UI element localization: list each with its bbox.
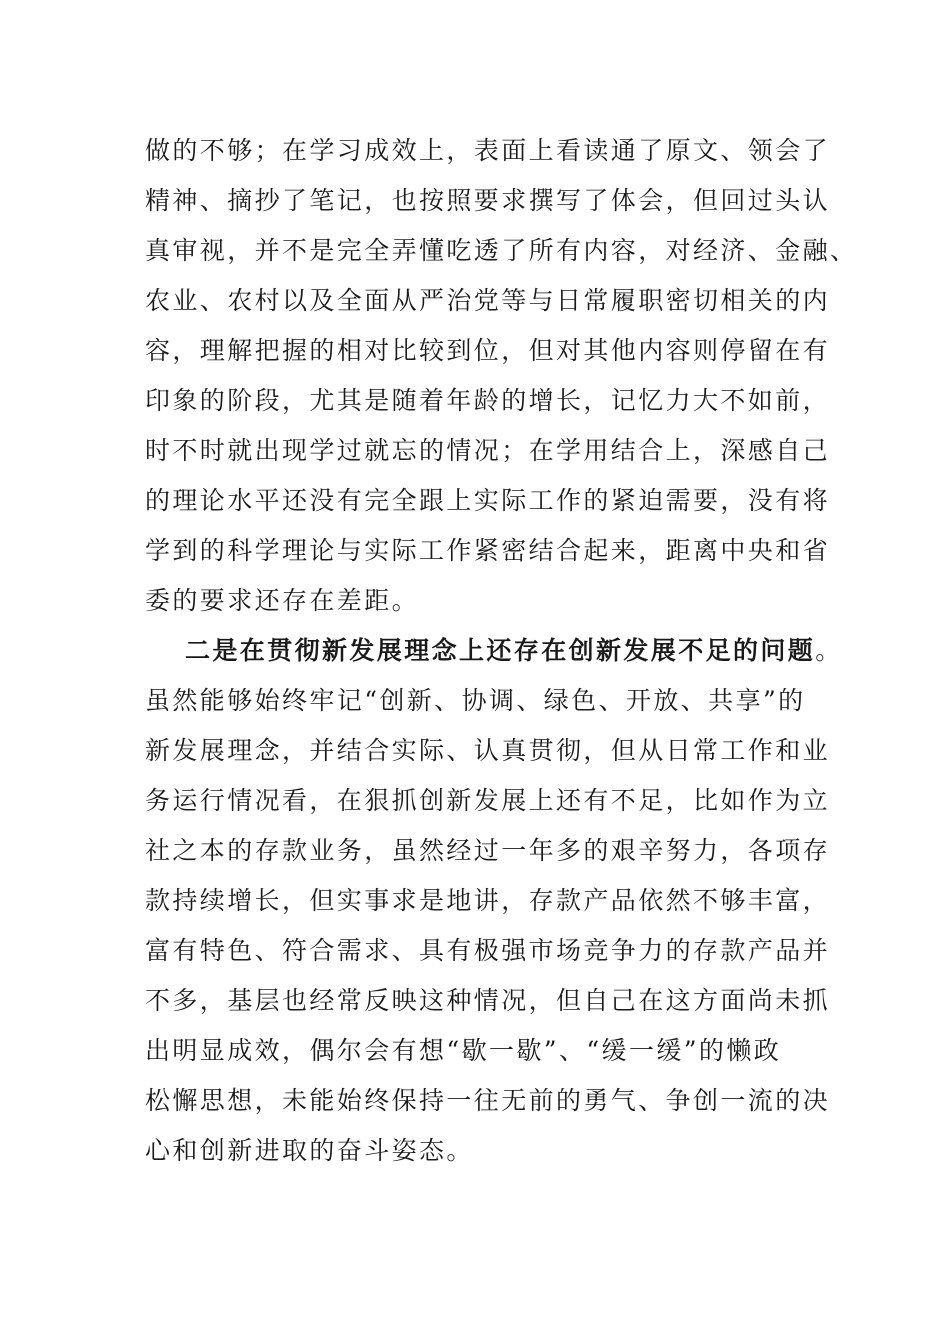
body-text-line: 社之本的存款业务，虽然经过一年多的艰辛努力，各项存 xyxy=(145,836,831,865)
body-text-line: 真审视，并不是完全弄懂吃透了所有内容，对经济、金融、 xyxy=(145,236,858,265)
body-text-line: 委的要求还存在差距。 xyxy=(145,586,420,615)
body-text-line: 新发展理念，并结合实际、认真贯彻，但从日常工作和业 xyxy=(145,736,831,765)
body-text-line: 做的不够；在学习成效上，表面上看读通了原文、领会了 xyxy=(145,136,831,165)
body-text-line: 款持续增长，但实事求是地讲，存款产品依然不够丰富， xyxy=(145,886,831,915)
heading-end-punctuation: 。 xyxy=(815,636,843,665)
body-text-line: 虽然能够始终牢记“创新、协调、绿色、开放、共享”的 xyxy=(145,686,806,715)
body-text-line: 学到的科学理论与实际工作紧密结合起来，距离中央和省 xyxy=(145,536,831,565)
body-text-line: 时不时就出现学过就忘的情况；在学用结合上，深感自己 xyxy=(145,436,831,465)
body-text-line: 富有特色、符合需求、具有极强市场竞争力的存款产品并 xyxy=(145,936,831,965)
paragraph-heading-line xyxy=(185,633,843,669)
body-text-line: 心和创新进取的奋斗姿态。 xyxy=(145,1136,474,1165)
body-text-line: 出明显成效，偶尔会有想“歇一歇”、“缓一缓”的懒政 xyxy=(145,1036,782,1065)
body-text-line: 的理论水平还没有完全跟上实际工作的紧迫需要，没有将 xyxy=(145,486,831,515)
paragraph-heading: 二是在贯彻新发展理念上还存在创新发展不足的问题 xyxy=(185,636,816,665)
body-text-line: 松懈思想，未能始终保持一往无前的勇气、争创一流的决 xyxy=(145,1086,831,1115)
body-text-line: 印象的阶段，尤其是随着年龄的增长，记忆力大不如前， xyxy=(145,386,831,415)
body-text-line: 精神、摘抄了笔记，也按照要求撰写了体会，但回过头认 xyxy=(145,186,831,215)
body-text-line: 务运行情况看，在狠抓创新发展上还有不足，比如作为立 xyxy=(145,786,831,815)
body-text-line: 容，理解把握的相对比较到位，但对其他内容则停留在有 xyxy=(145,336,831,365)
body-text-line: 不多，基层也经常反映这种情况，但自己在这方面尚未抓 xyxy=(145,986,831,1015)
body-text-line: 农业、农村以及全面从严治党等与日常履职密切相关的内 xyxy=(145,286,831,315)
